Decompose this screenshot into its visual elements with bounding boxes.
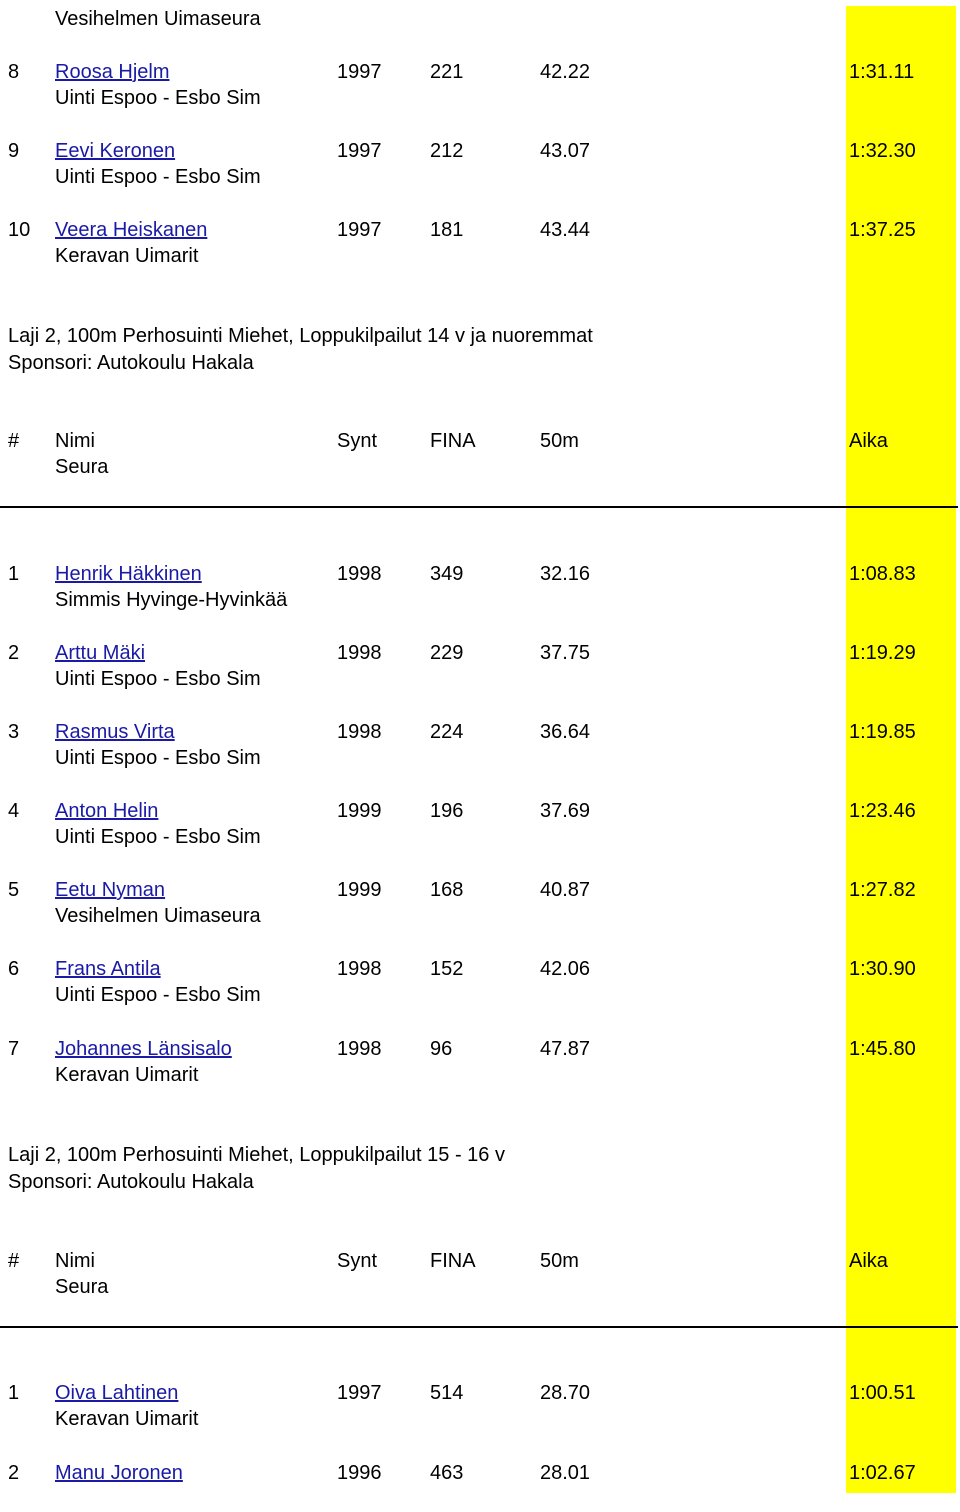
fina-points: 224	[430, 721, 464, 743]
result-row	[0, 956, 958, 1008]
swimmer-link[interactable]: Frans Antila	[55, 958, 161, 980]
rank: 4	[8, 800, 20, 822]
club-name: Uinti Espoo - Esbo Sim	[55, 984, 261, 1006]
fina-points: 181	[430, 219, 464, 241]
split-50m: 47.87	[540, 1038, 591, 1060]
birth-year: 1998	[337, 721, 382, 743]
final-time: 1:37.25	[849, 219, 916, 241]
result-row	[0, 1460, 958, 1512]
birth-year: 1998	[337, 958, 382, 980]
result-row	[0, 798, 958, 850]
birth-year: 1999	[337, 800, 382, 822]
header-club: Seura	[55, 456, 109, 478]
club-name: Uinti Espoo - Esbo Sim	[55, 166, 261, 188]
final-time: 1:19.85	[849, 721, 916, 743]
club-name: Vesihelmen Uimaseura	[55, 905, 261, 927]
results-table-header	[0, 1248, 958, 1300]
birth-year: 1998	[337, 642, 382, 664]
split-50m: 43.44	[540, 219, 591, 241]
final-time: 1:23.46	[849, 800, 916, 822]
rank: 6	[8, 958, 20, 980]
event-sponsor: Sponsori: Autokoulu Hakala	[8, 352, 254, 374]
rank: 7	[8, 1038, 20, 1060]
header-rank: #	[8, 1250, 20, 1272]
split-50m: 37.75	[540, 642, 591, 664]
rank: 10	[8, 219, 31, 241]
result-row	[0, 719, 958, 771]
club-name: Uinti Espoo - Esbo Sim	[55, 747, 261, 769]
swimmer-link[interactable]: Roosa Hjelm	[55, 61, 170, 83]
final-time: 1:00.51	[849, 1382, 916, 1404]
rank: 8	[8, 61, 20, 83]
header-time: Aika	[849, 430, 888, 452]
event-title: Laji 2, 100m Perhosuinti Miehet, Loppukilpailut 15 - 16 v	[8, 1144, 505, 1166]
header-rank: #	[8, 430, 20, 452]
split-50m: 32.16	[540, 563, 591, 585]
split-50m: 43.07	[540, 140, 591, 162]
swimmer-link[interactable]: Johannes Länsisalo	[55, 1038, 232, 1060]
final-time: 1:31.11	[849, 61, 915, 83]
fina-points: 196	[430, 800, 464, 822]
split-50m: 40.87	[540, 879, 591, 901]
birth-year: 1997	[337, 140, 382, 162]
result-row	[0, 217, 958, 269]
club-name: Uinti Espoo - Esbo Sim	[55, 668, 261, 690]
split-50m: 36.64	[540, 721, 591, 743]
rank: 5	[8, 879, 20, 901]
birth-year: 1997	[337, 1382, 382, 1404]
fina-points: 152	[430, 958, 464, 980]
swimmer-link[interactable]: Anton Helin	[55, 800, 159, 822]
event-title: Laji 2, 100m Perhosuinti Miehet, Loppukilpailut 14 v ja nuoremmat	[8, 325, 593, 347]
fina-points: 349	[430, 563, 464, 585]
rank: 9	[8, 140, 20, 162]
birth-year: 1996	[337, 1462, 382, 1484]
rank: 2	[8, 642, 20, 664]
results-table-header	[0, 428, 958, 480]
club-name: Keravan Uimarit	[55, 245, 199, 267]
birth-year: 1998	[337, 563, 382, 585]
birth-year: 1997	[337, 61, 382, 83]
result-row	[0, 1380, 958, 1432]
rank: 1	[8, 563, 20, 585]
birth-year: 1999	[337, 879, 382, 901]
header-divider	[0, 506, 958, 508]
fina-points: 514	[430, 1382, 464, 1404]
swimmer-link[interactable]: Manu Joronen	[55, 1462, 183, 1484]
club-name: Keravan Uimarit	[55, 1408, 199, 1430]
swimmer-link[interactable]: Oiva Lahtinen	[55, 1382, 179, 1404]
fina-points: 229	[430, 642, 464, 664]
header-time: Aika	[849, 1250, 888, 1272]
result-row	[0, 1036, 958, 1088]
final-time: 1:45.80	[849, 1038, 916, 1060]
swimmer-link[interactable]: Eetu Nyman	[55, 879, 166, 901]
fina-points: 221	[430, 61, 464, 83]
final-time: 1:30.90	[849, 958, 916, 980]
result-row	[0, 877, 958, 929]
swimmer-link[interactable]: Rasmus Virta	[55, 721, 175, 743]
club-name: Simmis Hyvinge-Hyvinkää	[55, 589, 288, 611]
club-name: Keravan Uimarit	[55, 1064, 199, 1086]
final-time: 1:32.30	[849, 140, 916, 162]
final-time: 1:19.29	[849, 642, 916, 664]
fina-points: 463	[430, 1462, 464, 1484]
result-row	[0, 138, 958, 190]
result-row	[0, 561, 958, 613]
header-divider	[0, 1326, 958, 1328]
birth-year: 1998	[337, 1038, 382, 1060]
split-50m: 42.06	[540, 958, 591, 980]
split-50m: 42.22	[540, 61, 591, 83]
result-row	[0, 640, 958, 692]
header-birth-year: Synt	[337, 430, 378, 452]
club-name: Uinti Espoo - Esbo Sim	[55, 87, 261, 109]
swimmer-link[interactable]: Eevi Keronen	[55, 140, 176, 162]
rank: 2	[8, 1462, 20, 1484]
header-name: Nimi	[55, 430, 95, 452]
birth-year: 1997	[337, 219, 382, 241]
swimmer-link[interactable]: Henrik Häkkinen	[55, 563, 202, 585]
split-50m: 37.69	[540, 800, 591, 822]
split-50m: 28.70	[540, 1382, 591, 1404]
split-50m: 28.01	[540, 1462, 591, 1484]
fina-points: 96	[430, 1038, 453, 1060]
swimmer-link[interactable]: Arttu Mäki	[55, 642, 146, 664]
rank: 3	[8, 721, 20, 743]
header-split: 50m	[540, 430, 579, 452]
header-fina: FINA	[430, 430, 476, 452]
header-club: Seura	[55, 1276, 109, 1298]
swimmer-link[interactable]: Veera Heiskanen	[55, 219, 208, 241]
final-time: 1:27.82	[849, 879, 916, 901]
result-row	[0, 59, 958, 111]
rank: 1	[8, 1382, 20, 1404]
header-birth-year: Synt	[337, 1250, 378, 1272]
event-sponsor: Sponsori: Autokoulu Hakala	[8, 1171, 254, 1193]
header-fina: FINA	[430, 1250, 476, 1272]
final-time: 1:08.83	[849, 563, 916, 585]
header-split: 50m	[540, 1250, 579, 1272]
header-name: Nimi	[55, 1250, 95, 1272]
final-time: 1:02.67	[849, 1462, 916, 1484]
club-name: Uinti Espoo - Esbo Sim	[55, 826, 261, 848]
club-name: Vesihelmen Uimaseura	[55, 8, 261, 30]
fina-points: 212	[430, 140, 464, 162]
fina-points: 168	[430, 879, 464, 901]
